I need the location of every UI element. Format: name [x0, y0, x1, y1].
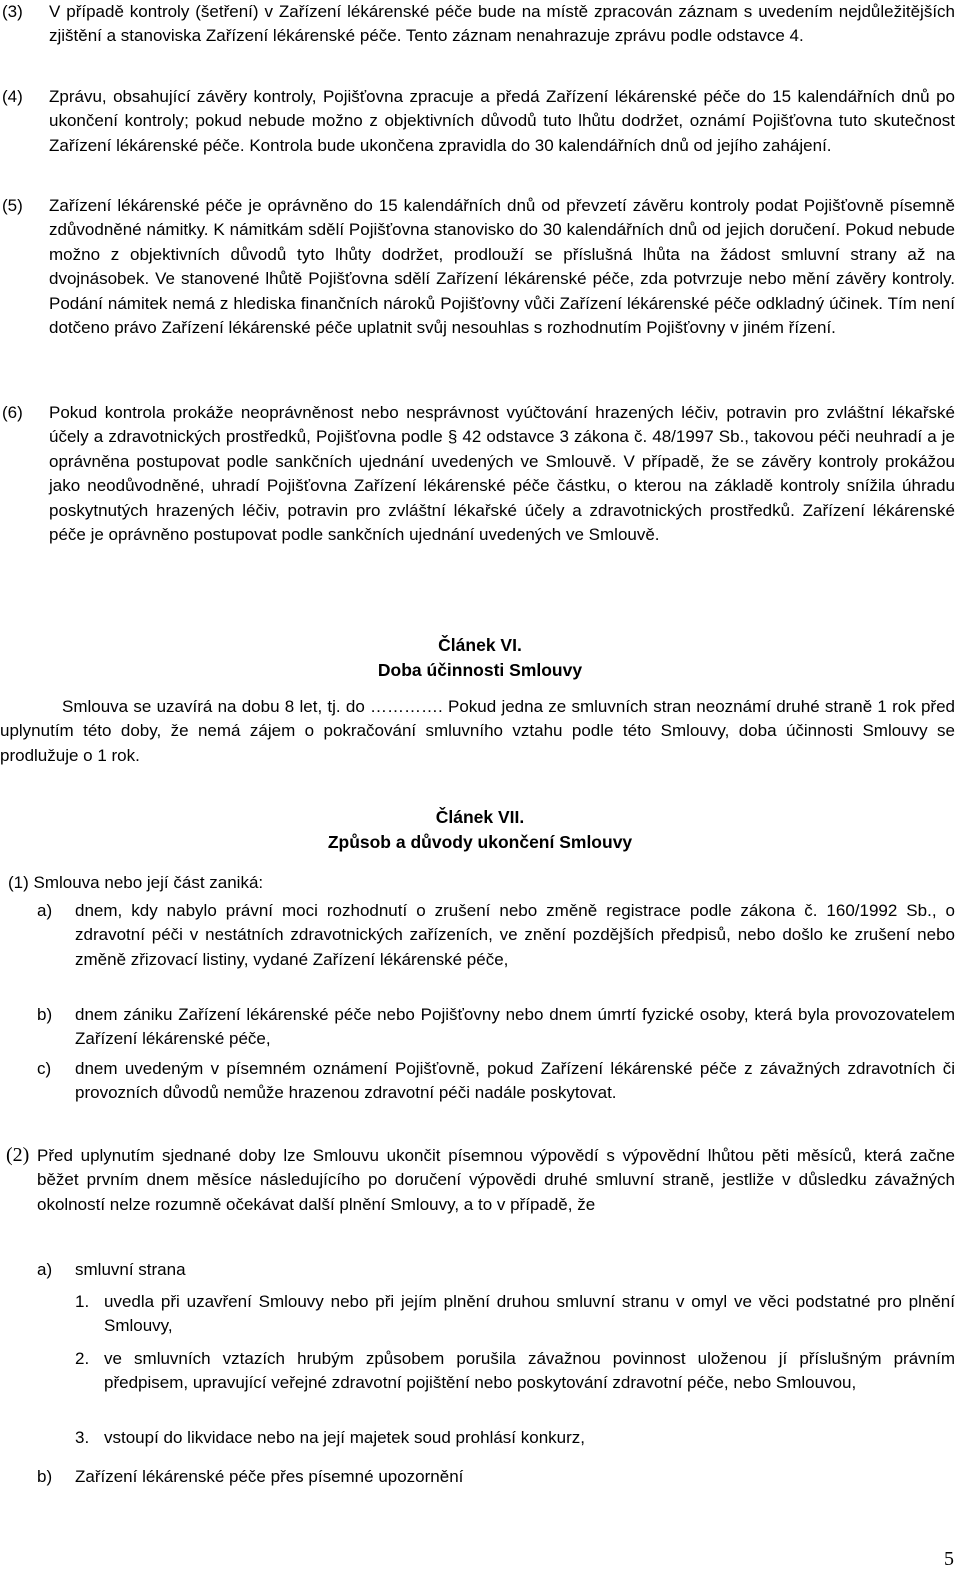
paragraph-3-text: V případě kontroly (šetření) v Zařízení lékárenské péče bude na místě zpracován záznam s uvedením nejdůležitějších zjištění a stanoviska Zařízení lékárenské péče. Tento záznam nenahrazuje zprávu podle odstavce 4. [49, 2, 955, 46]
article-6-text: Smlouva se uzavírá na dobu 8 let, tj. do …………. Pokud jedna ze smluvních stran neoznámí druhé straně 1 rok před uplynutím této doby, že nemá zájem o pokračování smluvního vztahu podle této Smlouvy, doba účinnosti Smlouvy se prodlužuje o 1 rok. [0, 697, 955, 765]
paragraph-6-text: Pokud kontrola prokáže neoprávněnost nebo nesprávnost vyúčtování hrazených léčiv, potravin pro zvláštní lékařské účely a zdravotnických prostředků, Pojišťovna podle § 42 odstavce 3 zákona č. 48/1997 Sb., takovou péči neuhradí a je oprávněna postupovat podle sankčních ujednání uvedených ve Smlouvě. V případě, že se závěry kontroly prokážou jako neodůvodněné, uhradí Pojišťovna Zařízení lékárenské péče částku, o kterou na základě kontroly snížila úhradu poskytnutých hrazených léčiv, potravin pro zvláštní lékařské účely a zdravotnických prostředků. Zařízení lékárenské péče je oprávněno postupovat podle sankčních ujednání uvedených ve Smlouvě. [49, 403, 955, 545]
article-7-para2-b-text: Zařízení lékárenské péče přes písemné upozornění [75, 1467, 464, 1486]
list-letter: c) [37, 1059, 52, 1078]
paragraph-4-text: Zprávu, obsahující závěry kontroly, Pojišťovna zpracuje a předá Zařízení lékárenské péče do 15 kalendářních dnů po ukončení kontroly; pokud nebude možno z objektivních důvodů tuto lhůtu dodržet, oznámí Pojišťovna tuto skutečnost Zařízení lékárenské péče. Kontrola bude ukončena zpravidla do 30 kalendářních dnů od jejího zahájení. [49, 87, 955, 155]
list-number: 1. [75, 1292, 90, 1311]
paragraph-number: (6) [2, 403, 23, 422]
article-7-item-b-text: dnem zániku Zařízení lékárenské péče nebo Pojišťovny nebo dnem úmrtí fyzické osoby, která byla provozovatelem Zařízení lékárenské péče, [75, 1005, 955, 1049]
article-7-title: Způsob a důvody ukončení Smlouvy [327, 832, 633, 852]
list-letter: a) [37, 901, 53, 920]
article-7-para2-a-3-text: vstoupí do likvidace nebo na její majetek soud prohlásí konkurz, [104, 1428, 585, 1447]
paragraph-number: (3) [2, 2, 23, 21]
article-7-para1-intro: (1) Smlouva nebo její část zaniká: [8, 873, 264, 892]
paragraph-number: (5) [2, 196, 23, 215]
list-number: 2. [75, 1349, 90, 1368]
page-number: 5 [944, 1548, 954, 1570]
article-6-title: Doba účinnosti Smlouvy [377, 660, 583, 680]
article-7-para2-text: Před uplynutím sjednané doby lze Smlouvu ukončit písemnou výpovědí s výpovědní lhůtou pěti měsíců, která začne běžet prvním dnem měsíce následujícího po doručení výpovědi druhé smluvní straně, jestliže v důsledku závažných okolností nelze rozumně očekávat další plnění Smlouvy, a to v případě, že [37, 1146, 955, 1214]
paragraph-number: (2) [6, 1144, 30, 1166]
list-letter: b) [37, 1005, 53, 1024]
list-letter: a) [37, 1260, 53, 1279]
article-7-item-a-text: dnem, kdy nabylo právní moci rozhodnutí o zrušení nebo změně registrace podle zákona č. 160/1992 Sb., o zdravotní péči v nestátních zdravotnických zařízeních, ve znění pozdějších předpisů, nebo došlo ke zrušení nebo změně zřizovací listiny, vydané Zařízení lékárenské péče, [75, 901, 955, 969]
paragraph-number: (4) [2, 87, 23, 106]
article-7-para2-a-text: smluvní strana [75, 1260, 186, 1279]
article-7-para2-a-1-text: uvedla při uzavření Smlouvy nebo při jejím plnění druhou smluvní stranu v omyl ve věci podstatné pro plnění Smlouvy, [104, 1292, 955, 1336]
list-number: 3. [75, 1428, 90, 1447]
list-letter: b) [37, 1467, 53, 1486]
article-6-number: Článek VI. [438, 635, 522, 655]
paragraph-5-text: Zařízení lékárenské péče je oprávněno do 15 kalendářních dnů od převzetí závěru kontroly podat Pojišťovně písemně zdůvodněné námitky. K námitkám sdělí Pojišťovna stanovisko do 30 kalendářních dnů od jejich doručení. Pokud nebude možno z objektivních důvodů tyto lhůty dodržet, prodlouží se příslušná lhůta na žádost smluvní strany až na dvojnásobek. Ve stanovené lhůtě Pojišťovna sdělí Zařízení lékárenské péče, zda potvrzuje nebo mění závěry kontroly. Podání námitek nemá z hlediska finančních nároků Pojišťovny vůči Zařízení lékárenské péče odkladný účinek. Tím není dotčeno právo Zařízení lékárenské péče uplatnit svůj nesouhlas s rozhodnutím Pojišťovny v jiném řízení. [49, 196, 955, 338]
article-7-number: Článek VII. [435, 807, 525, 827]
article-7-para2-a-2-text: ve smluvních vztazích hrubým způsobem porušila závažnou povinnost uloženou jí příslušným právním předpisem, upravující veřejné zdravotní pojištění nebo poskytování zdravotní péče, nebo Smlouvou, [104, 1349, 955, 1393]
article-7-item-c-text: dnem uvedeným v písemném oznámení Pojišťovně, pokud Zařízení lékárenské péče z závažných zdravotních či provozních důvodů nemůže hrazenou zdravotní péči nadále poskytovat. [75, 1059, 955, 1103]
